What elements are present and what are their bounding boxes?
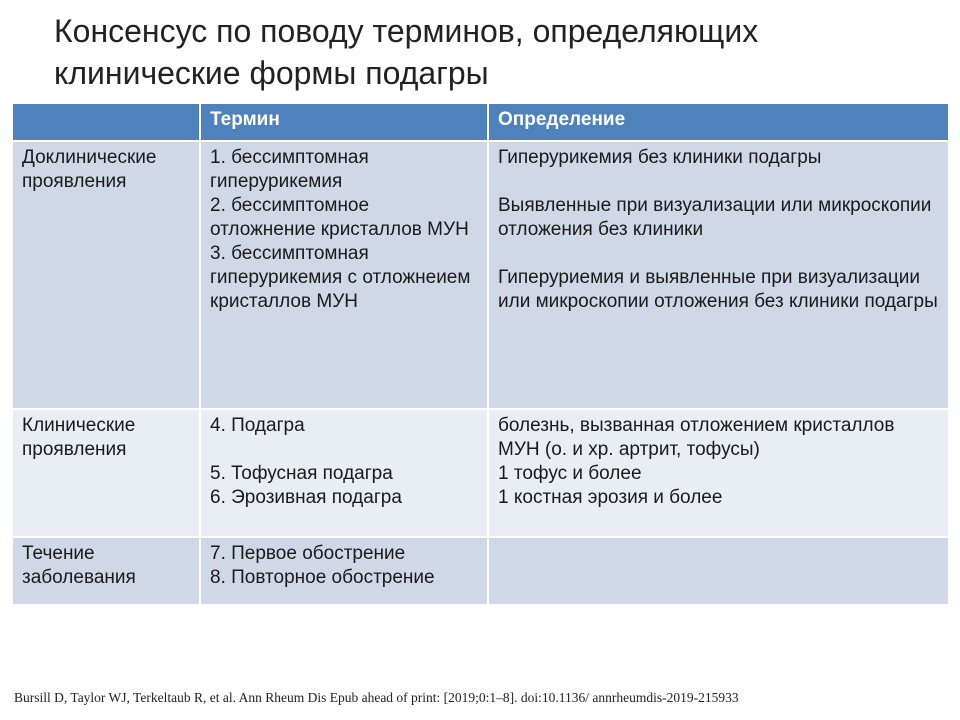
definition-item: 1 тофус и более xyxy=(498,463,642,484)
row-category: Течение заболевания xyxy=(12,537,200,605)
header-term: Термин xyxy=(200,103,488,141)
header-category xyxy=(12,103,200,141)
spacer xyxy=(498,242,939,266)
term-item: 3. бессимптомная гиперурикемия с отложнеием кристаллов МУН xyxy=(210,243,471,312)
term-item: 6. Эрозивная подагра xyxy=(210,487,402,508)
definition-item: болезнь, вызванная отложением кристаллов МУН (о. и хр. артрит, тофусы) xyxy=(498,415,895,460)
term-item: 2. бессимптомное отложнение кристаллов МУН xyxy=(210,195,469,240)
reference-citation: Bursill D, Taylor WJ, Terkeltaub R, et al. Ann Rheum Dis Epub ahead of print: [2019;0:1–8]. doi:10.1136/ annrheumdis-2019-215933 xyxy=(14,690,739,705)
definition-item: 1 костная эрозия и более xyxy=(498,487,723,508)
row-definitions xyxy=(488,409,949,537)
row-category: Клинические проявления xyxy=(12,409,200,537)
table-row xyxy=(12,141,949,409)
spacer xyxy=(498,170,939,194)
term-item: 7. Первое обострение xyxy=(210,543,406,564)
spacer xyxy=(210,438,478,462)
term-item: 4. Подагра xyxy=(210,415,305,436)
table-header-row xyxy=(12,103,949,141)
row-terms xyxy=(200,409,488,537)
header-definition: Определение xyxy=(488,103,949,141)
gout-terms-table xyxy=(11,102,950,606)
definition-item: Гиперурикемия без клиники подагры xyxy=(498,147,822,168)
row-terms xyxy=(200,537,488,605)
term-item: 5. Тофусная подагра xyxy=(210,463,393,484)
term-item: 1. бессимптомная гиперурикемия xyxy=(210,147,369,192)
row-definitions xyxy=(488,537,949,605)
definition-item: Выявленные при визуализации или микроскопии отложения без клиники xyxy=(498,195,932,240)
row-terms xyxy=(200,141,488,409)
slide-title: Консенсус по поводу терминов, определяющих клинические формы подагры xyxy=(54,13,759,91)
term-item: 8. Повторное обострение xyxy=(210,567,435,588)
row-definitions xyxy=(488,141,949,409)
row-category: Доклинические проявления xyxy=(12,141,200,409)
table-row xyxy=(12,537,949,605)
table-row xyxy=(12,409,949,537)
definition-item: Гиперуриемия и выявленные при визуализации или микроскопии отложения без клиники подагры xyxy=(498,267,938,312)
